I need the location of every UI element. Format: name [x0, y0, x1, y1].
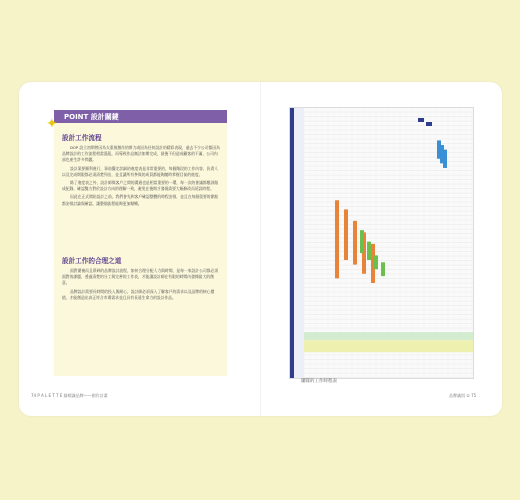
- gantt-left-strip: [290, 108, 294, 378]
- right-page-footer: 品牌識別 ① 75: [449, 393, 477, 398]
- section2-paragraph: 面對繁複而且瑣碎的品牌設計流程，如何合理分配人力與時間，是每一家設計公司都必須面對的課題，透過清楚的分工與完善的工作表，才能讓設計師在有限的時間內發揮最大的創意。: [62, 268, 219, 286]
- gantt-task-bar: [367, 242, 371, 260]
- section1-paragraph: 除了進度表之外，設計師與客戶之間的溝通也是相當重要的一環，每一次的會議都應該做成紀錄，確認雙方對於設計方向的理解一致，避免在後期才發現需要大幅修改而延誤時程。: [62, 180, 219, 192]
- section1-paragraph: 因此在正式開始設計之前，我們會先和客戶確認整體的時程安排，並且在每個重要的節點都安排討論與確認，讓整個流程能夠更加順暢。: [62, 194, 219, 206]
- gantt-caption: 團隊的工作時程表: [301, 379, 337, 384]
- section1-paragraph: 設計案要順利進行，事前擬定詳細的進度表是非常重要的，每個階段的工作內容、負責人以及完成期限都必須清楚列出，並且讓所有參與的成員都能夠隨時掌握目前的進度。: [62, 165, 219, 177]
- section2-title: 設計工作的合理之道: [62, 257, 122, 265]
- gantt-task-bar: [344, 209, 348, 260]
- gantt-label-column: [294, 108, 304, 378]
- section2-body: [62, 268, 220, 303]
- sparkle-star-icon: ✦: [46, 116, 58, 132]
- gantt-chart-graphic: [290, 108, 473, 378]
- book-spread: [19, 82, 502, 416]
- gantt-task-bar: [360, 230, 364, 253]
- gantt-milestone: [418, 118, 424, 122]
- point-header-text: POINT 設計關鍵: [64, 113, 119, 121]
- section1-title: 設計工作流程: [62, 134, 102, 142]
- gantt-milestone: [426, 122, 432, 126]
- gantt-task-bar: [335, 200, 339, 278]
- section2-paragraph: 品牌設計需要長時間的投入與耐心，設計師必須深入了解客戶的需求以及品牌的核心價值，才能創造出真正符合市場需求並且具有長遠生命力的設計作品。: [62, 288, 215, 300]
- left-page-footer: 74 P A L E T T E 綠標識品牌——創作計畫: [31, 393, 108, 398]
- schedule-gantt-image: [289, 107, 474, 379]
- point-header: [54, 110, 227, 123]
- section1-paragraph: DOP 設立初期曾因為太重視創作的實力或因為任何設計的精彩表現，過去不少公司都因為品牌設計的工作流程相當混亂，而導致作品無法如期完成，最後不但造成顧客的不滿，公司內部也產生許多問題。: [62, 145, 220, 163]
- gantt-yellow-band: [304, 340, 473, 352]
- gantt-task-bar: [353, 221, 357, 265]
- point-panel: [46, 110, 227, 376]
- gantt-task-bar: [443, 150, 447, 168]
- section1-body: [62, 145, 220, 209]
- book-gutter: [260, 82, 261, 416]
- gantt-task-bar: [374, 255, 378, 269]
- gantt-task-bar: [381, 262, 385, 276]
- gantt-green-band: [304, 332, 473, 340]
